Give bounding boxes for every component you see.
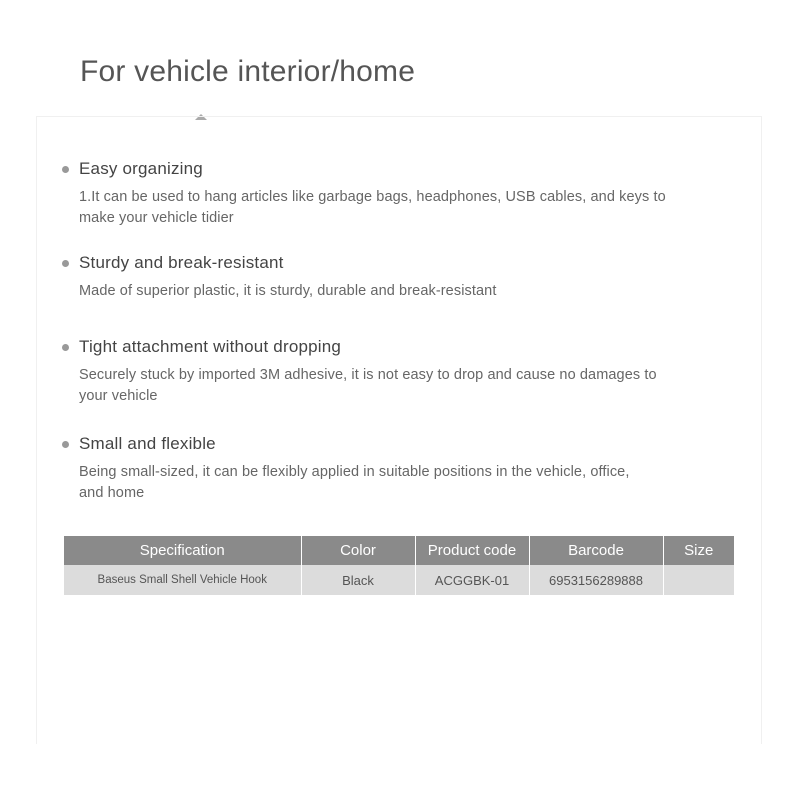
- bullet-dot-icon: [62, 166, 69, 173]
- table-row: [64, 565, 734, 595]
- column-header-size: Size: [663, 536, 734, 565]
- feature-small-flexible: [62, 434, 722, 504]
- bullet-dot-icon: [62, 441, 69, 448]
- cell-product-code: ACGGBK-01: [415, 565, 529, 595]
- cell-color: Black: [301, 565, 415, 595]
- feature-title: Sturdy and break-resistant: [79, 253, 284, 272]
- cell-size: [663, 565, 734, 595]
- feature-easy-organizing: [62, 159, 722, 229]
- feature-description: Securely stuck by imported 3M adhesive, it is not easy to drop and cause no damages to your vehicle: [79, 367, 657, 404]
- column-header-product-code: Product code: [415, 536, 529, 565]
- feature-title: Tight attachment without dropping: [79, 337, 342, 356]
- column-header-specification: Specification: [64, 536, 301, 565]
- column-header-barcode: Barcode: [529, 536, 663, 565]
- cell-specification: Baseus Small Shell Vehicle Hook: [64, 565, 301, 595]
- feature-description: 1.It can be used to hang articles like garbage bags, headphones, USB cables, and keys to make your vehicle tidier: [79, 189, 666, 226]
- column-header-color: Color: [301, 536, 415, 565]
- page-title: For vehicle interior/home: [80, 55, 416, 88]
- feature-sturdy: [62, 253, 722, 302]
- spec-table: [64, 536, 734, 595]
- table-header-row: [64, 536, 734, 565]
- bullet-dot-icon: [62, 344, 69, 351]
- cell-barcode: 6953156289888: [529, 565, 663, 595]
- feature-title: Small and flexible: [79, 434, 216, 453]
- feature-description: Being small-sized, it can be flexibly applied in suitable positions in the vehicle, office, and home: [79, 464, 630, 501]
- bullet-dot-icon: [62, 260, 69, 267]
- feature-title: Easy organizing: [79, 159, 203, 178]
- feature-description: Made of superior plastic, it is sturdy, durable and break-resistant: [79, 283, 497, 299]
- feature-tight-attachment: [62, 337, 722, 407]
